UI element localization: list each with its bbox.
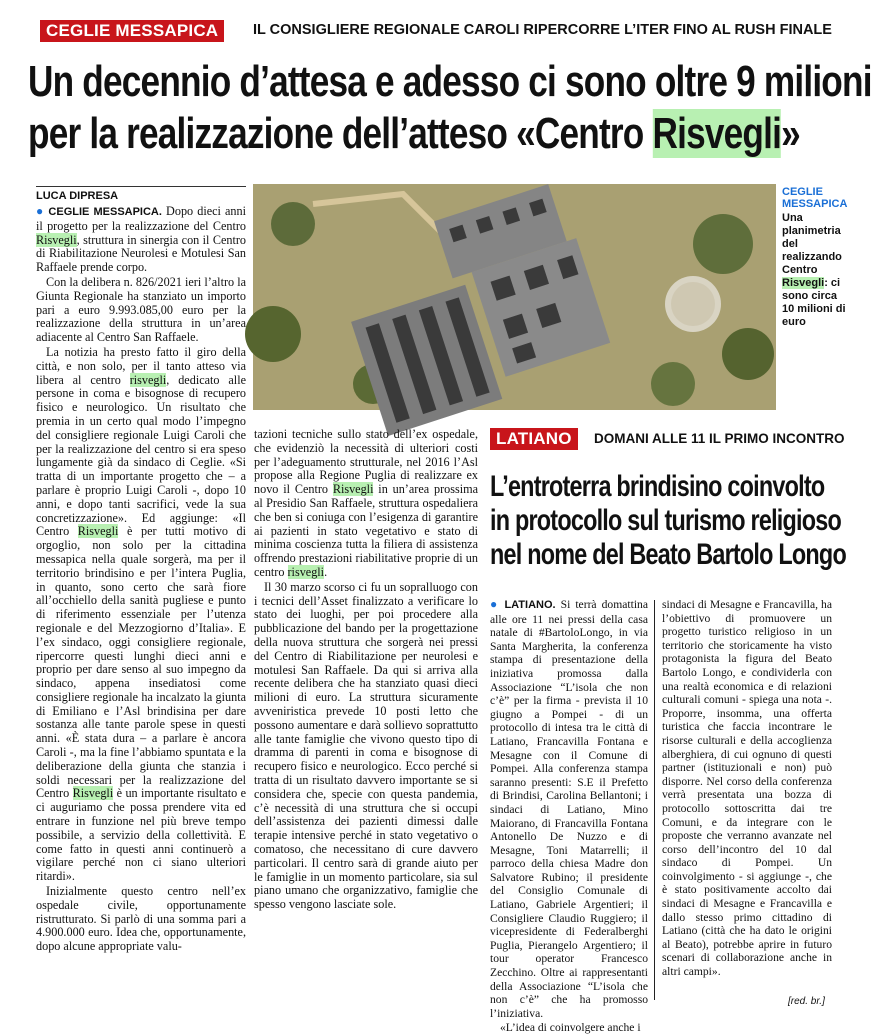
- kicker-ceglie: IL CONSIGLIERE REGIONALE CAROLI RIPERCORRE L’ITER FINO AL RUSH FINALE: [253, 22, 832, 38]
- para-text: , struttura in sinergia con il Centro di Riabilitazione Neurolesi e Motulesi San Raffaele prende corpo.: [36, 232, 246, 275]
- highlight: Risvegli: [77, 524, 119, 539]
- aerial-plan-image: [253, 184, 776, 410]
- headline-line2: [28, 108, 800, 160]
- highlight: Risvegli: [332, 482, 374, 497]
- highlight: Risvegli: [36, 232, 77, 247]
- highlight: risvegli: [129, 372, 167, 387]
- para-text: Si terrà domattina alle ore 11 nei pressi della casa natale di #BartoloLongo, in via Santa Margherita, la conferenza stampa di presentazione della iniziativa promossa dalla Associazione “L’isola che non c’è” per la firma - prevista il 10 giugno a Pompei - di un protocollo di intesa tra le città di Latiano, Francavilla Fontana e Mesagne con il Comune di Pompei. Alla conferenza stampa saranno presenti: S.E il Prefetto di Brindisi, Carolina Bellantoni; i sindaci di Latiano, Mino Maiorano, di Francavilla Fontana Antonello De Nuzzo e di Mesagne, Toni Matarrelli; il parroco della chiesa Madre don Salvatore Rubino; il presidente del Consiglio Comunale di Latiano, Gabriele Argentieri; il Consigliere Claudio Ruggiero; il vicepresidente di Federalberghi Puglia, Pierangelo Argentiero; il tour operator Francesco Zecchino. Oltre ai rappresentanti della Associazione “L’isola che non c’è” che ha promosso l’iniziativa.: [490, 598, 648, 1020]
- section-tag-ceglie: CEGLIE MESSAPICA: [40, 20, 224, 42]
- latiano-headline-line3: nel nome del Beato Bartolo Longo: [490, 538, 846, 571]
- kicker-latiano: DOMANI ALLE 11 IL PRIMO INCONTRO: [594, 431, 845, 446]
- paragraph: Con la delibera n. 826/2021 ieri l’altro la Giunta Regionale ha stanziato un importo pari a euro 9.993.085,00 euro per la realizzazione della struttura in un’area adiacente al Centro San Raffaele.: [36, 274, 246, 345]
- column-divider: [654, 600, 655, 1000]
- para-text: è un importante risultato e ci auguriamo che possa prendere vita ed entrare in funzione nel più breve tempo possibile, a servizio della collettività. E come fatto in questi anni continuerò a vigilare perché non ci siano ulteriori ritardi».: [36, 786, 246, 884]
- caption-text: : ci sono circa 10 milioni di euro: [782, 277, 846, 328]
- headline-highlight: Risvegli: [652, 109, 782, 158]
- latiano-headline-line2: in protocollo sul turismo religioso: [490, 504, 842, 537]
- latiano-headline-line1: L’entroterra brindisino coinvolto: [490, 470, 825, 503]
- byline: LUCA DIPRESA: [36, 186, 246, 202]
- bullet-dot-icon: ●: [36, 204, 45, 218]
- para-text: La notizia ha presto fatto il giro della città, e non solo, per il tanto atteso via libera al centro: [36, 344, 246, 387]
- para-text: è per tutti motivo di orgoglio, non solo per la cittadina messapica nella quale sorgerà, ma per il territorio brindisino e per l’intera Puglia, in quanto, sono certo che sarà fiore all’occhiello della sanità pugliese e punto di riferimento essenziale per l’utenza regionale e del Mezzogiorno d’Italia». E l’ex sindaco, oggi consigliere regionale, ripercorre questi lunghi dieci anni e proprio per dare senso al suo impegno da sindaco, appena insediatosi come consigliere regionale ha incalzato la giunta di Emiliano e l’Asl brindisina per dare sostanza alle tante parole spese in questi anni. «È stata dura – a parlare è ancora Caroli -, ma la fine l’abbiamo spuntata e la deliberazione della giunta che stanzia i soldi necessari per la realizzazione del Centro: [36, 524, 246, 801]
- para-text: tazioni tecniche sullo stato dell’ex ospedale, che evidenziò la necessità di ulteriori costi per l’adeguamento strutturale, nel 2016 l’Asl propose alla Regione Puglia di realizzare ex novo il Centro: [254, 427, 478, 497]
- paragraph: Il 30 marzo scorso ci fu un sopralluogo con i tecnici dell’Asset finalizzato a verificare lo stato dei luoghi, per poi procedere alla pubblicazione del bando per la progettazione della nuova struttura che sorgerà nei pressi del Centro di Riabilitazione per neurolesi e motulesi San Raffaele. Da qui si arriva alla recente delibera che ha stanziato quasi dieci milioni di euro. La struttura sicuramente avveniristica prevede 10 posti letto che possono aumentare e darà sollievo soprattutto alle tante famiglie che vivono questo tipo di dramma di parenti in coma e bisognose di recupero fisico e neurologico. Ecco perché si tratta di un risultato davvero importante se si considera che, specie con questa pandemia, c’è necessità di una struttura che si occupi dell’assistenza dei pazienti dimessi dalle terapie intensive perché in stato vegetativo o comatoso, che necessitano di cure davvero particolari. Il centro sarà di grande aiuto per le famiglie in un momento particolare, sia sul piano umano che organizzativo, famiglie che spesso vengono lasciate sole.: [254, 579, 478, 912]
- para-text: .: [324, 564, 328, 579]
- caption-title: CEGLIE MESSAPICA: [782, 186, 848, 210]
- article-column-2: [254, 428, 478, 1008]
- latiano-column-1: [490, 597, 648, 1035]
- latiano-headline: [490, 470, 846, 572]
- highlight: Risvegli: [72, 786, 114, 801]
- para-text: , dedicato alle persone in coma e bisognose di recupero fisico e neurologico. Un risultato che premia in un certo qual modo l’impegno del consigliere regionale Luigi Caroli che per la realizzazione del centro si era speso lungamente già da sindaco di Ceglie. «Si tratta di un importante progetto che – a parlare è proprio Luigi Caroli -, dopo 10 anni, e dopo tanti sacrifici, vede la sua concretizzazione». Ed aggiunge: «Il Centro: [36, 372, 246, 539]
- bullet-dot-icon: ●: [490, 597, 500, 611]
- headline-line2-end: »: [781, 109, 800, 158]
- paragraph: «L’idea di coinvolgere anche i: [500, 1021, 641, 1035]
- aerial-photo: [253, 184, 776, 410]
- latiano-dateline: LATIANO.: [504, 599, 556, 611]
- photo-caption: [782, 212, 846, 329]
- highlight: risvegli: [287, 564, 325, 579]
- headline-line1: Un decennio d’attesa e adesso ci sono oltre 9 milioni: [28, 57, 872, 106]
- headline-line2-text: per la realizzazione dell’atteso «Centro: [28, 109, 653, 158]
- para-text: in un’area prossima al Presidio San Raffaele, struttura ospedaliera che ben si coniuga con l’esigenza di garantire ai pazienti in stato vegetativo e stato di minima coscienza tutta la filiera di assistenza offrendo prestazioni riabilitative proprie di un centro: [254, 482, 478, 579]
- signature: [red. br.]: [788, 996, 825, 1007]
- caption-highlight: Risvegli: [782, 277, 825, 289]
- caption-text: Una planimetria del realizzando Centro: [782, 212, 842, 276]
- section-tag-latiano: LATIANO: [490, 428, 578, 450]
- latiano-column-2: [662, 598, 832, 998]
- paragraph: Inizialmente questo centro nell’ex ospedale civile, opportunamente ristrutturato. Si parlò di una somma pari a 4.900.000 euro. Idea che, opportunamente, dopo alcune appropriate valu-: [36, 884, 246, 954]
- para-text: Dopo dieci anni il progetto per la realizzazione del Centro: [36, 204, 247, 233]
- paragraph: sindaci di Mesagne e Francavilla, ha l’obiettivo di promuovere un progetto turistico religioso in un territorio che storicamente ha visto protagonista la figura del Beato Bartolo Longo, e condividerla con una realtà economica e di relazioni culturali comuni - spiega una nota -. Proporre, insomma, una offerta turistica che faccia incontrare le risorse culturali e della accoglienza alberghiera, di cui ognuno di questi partner (istituzionali e non) può disporre. Nel corso della conferenza verrà presentata una bozza di protocollo sottoscritta dai tre Comuni, e da integrare con le proposte che verranno avanzate nel corso dell’incontro del 10 dal sindaco di Pompei. Un coinvolgimento - si aggiunge -, che è stato positivamente accolto dai sindaci di Mesagne e Francavilla e dallo stesso primo cittadino di Latiano (città che ha dato le origini al Beato), potrebbe aprire in futuro scenari di collaborazione anche in altri campi».: [662, 598, 832, 979]
- dateline: CEGLIE MESSAPICA.: [48, 206, 162, 218]
- article-column-1: [36, 205, 246, 1005]
